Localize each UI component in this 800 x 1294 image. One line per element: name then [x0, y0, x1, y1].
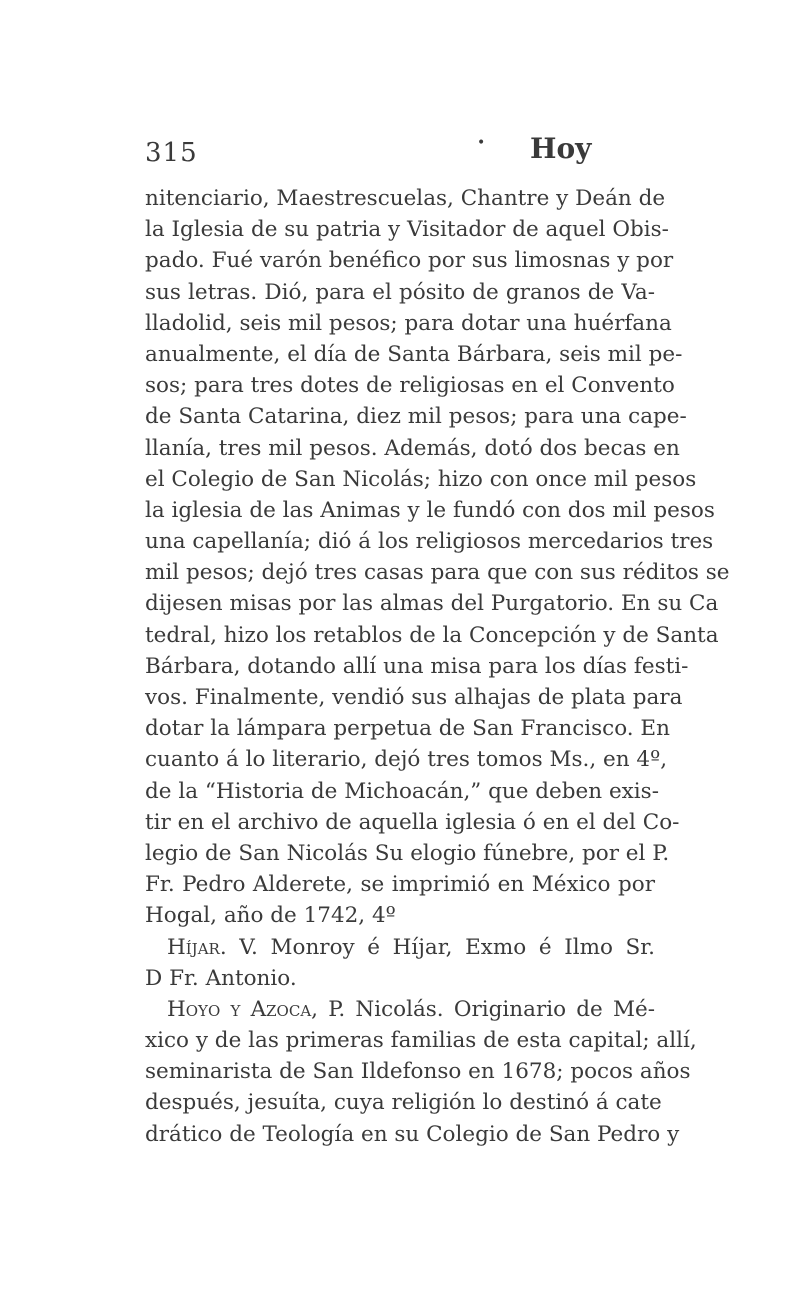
text-line: sos; para tres dotes de religiosas en el Convento — [145, 373, 675, 399]
text-line: tir en el archivo de aquella iglesia ó en el del Co- — [145, 809, 680, 835]
text-line: cuanto á lo literario, dejó tres tomos Ms., en 4º, — [145, 747, 668, 773]
page-number: 315 — [145, 138, 198, 168]
text-line: seminarista de San Ildefonso en 1678; pocos años — [145, 1059, 691, 1085]
text-line: el Colegio de San Nicolás; hizo con once mil pesos — [145, 466, 697, 492]
text-line: pado. Fué varón benéfico por sus limosnas y por — [145, 248, 674, 274]
text-line: una capellanía; dió á los religiosos mercedarios tres — [145, 529, 714, 555]
entry-hijar-line — [145, 932, 655, 963]
entry-headword: Híjar. — [167, 934, 227, 960]
text-line: dotar la lámpara perpetua de San Francisco. En — [145, 716, 670, 742]
text-line: tedral, hizo los retablos de la Concepción y de Santa — [145, 622, 719, 648]
text-line: Bárbara, dotando allí una misa para los días festi- — [145, 653, 689, 679]
text-line: la Iglesia de su patria y Visitador de aquel Obis- — [145, 217, 669, 243]
page-header — [145, 132, 655, 172]
text-line: Fr. Pedro Alderete, se imprimió en México por — [145, 872, 655, 898]
text-line: xico y de las primeras familias de esta capital; allí, — [145, 1028, 697, 1054]
text-line: D Fr. Antonio. — [145, 965, 297, 991]
text-line: legio de San Nicolás Su elogio fúnebre, por el P. — [145, 840, 670, 866]
body-text — [145, 183, 730, 1150]
entry-headword: Hoyo y Azoca, — [167, 996, 318, 1022]
entry-text: P. Nicolás. Originario de Mé- — [318, 996, 655, 1022]
text-line: drático de Teología en su Colegio de San Pedro y — [145, 1121, 680, 1147]
text-line: nitenciario, Maestrescuelas, Chantre y Deán de — [145, 186, 666, 211]
text-line: de Santa Catarina, diez mil pesos; para una cape- — [145, 404, 687, 430]
running-head: Hoy — [530, 132, 592, 165]
entry-text: V. Monroy é Híjar, Exmo é Ilmo Sr. — [226, 934, 655, 960]
text-line: anualmente, el día de Santa Bárbara, seis mil pe- — [145, 341, 683, 367]
text-line: Hogal, año de 1742, 4º — [145, 903, 396, 929]
text-line: después, jesuíta, cuya religión lo destinó á cate — [145, 1090, 662, 1116]
text-line: sus letras. Dió, para el pósito de granos de Va- — [145, 279, 655, 305]
text-line: la iglesia de las Animas y le fundó con dos mil pesos — [145, 497, 715, 523]
text-line: vos. Finalmente, vendió sus alhajas de plata para — [145, 685, 683, 710]
text-line: dijesen misas por las almas del Purgatorio. En su Ca — [145, 591, 719, 617]
text-line: de la “Historia de Michoacán,” que deben exis- — [145, 778, 659, 804]
text-line: llanía, tres mil pesos. Además, dotó dos becas en — [145, 435, 680, 461]
text-line: mil pesos; dejó tres casas para que con sus réditos se — [145, 560, 730, 586]
entry-hoyo-line — [145, 994, 655, 1025]
text-line: lladolid, seis mil pesos; para dotar una huérfana — [145, 310, 672, 336]
header-dot: • — [477, 135, 486, 151]
